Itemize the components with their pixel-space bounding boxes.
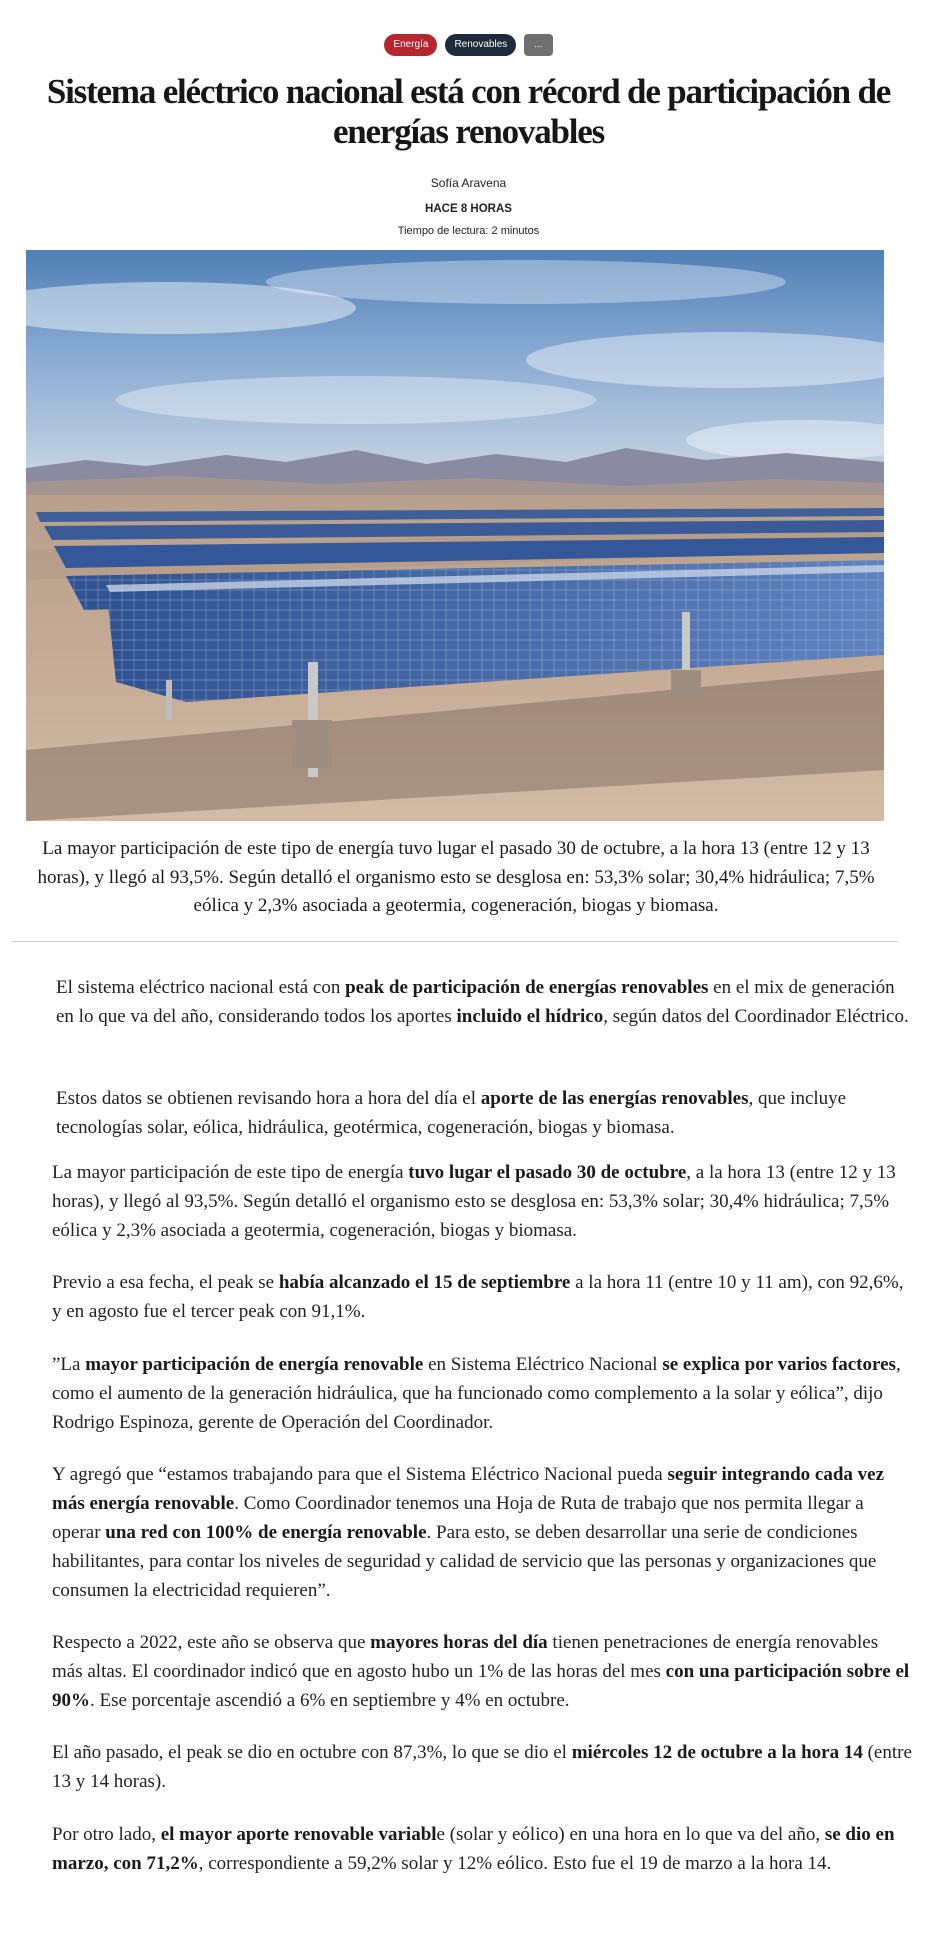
tag-energia[interactable]: Energía xyxy=(384,34,437,56)
solar-panels-desert-photo xyxy=(26,250,884,821)
reading-time: Tiempo de lectura: 2 minutos xyxy=(397,225,540,237)
category-tags xyxy=(0,34,937,56)
paragraph-3: La mayor participación de este tipo de energía tuvo lugar el pasado 30 de octubre, a la hora 13 (entre 12 y 13 horas), y llegó al 93,5%. Según detalló el organismo esto se desglosa en: 53,3% solar; 30,4% hidráulica; 7,5% eólica y 2,3% asociada a geotermia, cogeneración, biogas y biomasa. xyxy=(52,1162,896,1241)
image-caption: La mayor participación de este tipo de energía tuvo lugar el pasado 30 de octubre, a la hora 13 (entre 12 y 13 horas), y llegó al 93,5%. Según detalló el organismo esto se desglosa en: 53,3% solar; 30,4% hidráulica; 7,5% eólica y 2,3% asociada a geotermia, cogeneración, biogas y biomasa. xyxy=(37,838,875,916)
author-name[interactable]: Sofía Aravena xyxy=(430,176,507,190)
paragraph-9: Por otro lado, el mayor aporte renovable variable (solar y eólico) en una hora en lo que va del año, se dio en marzo, con 71,2%, correspondiente a 59,2% solar y 12% eólico. Esto fue el 19 de marzo a la hora 14. xyxy=(52,1824,895,1874)
paragraph-4: Previo a esa fecha, el peak se había alcanzado el 15 de septiembre a la hora 11 (entre 10 y 11 am), con 92,6%, y en agosto fue el tercer peak con 91,1%. xyxy=(52,1272,904,1322)
article-title: Sistema eléctrico nacional está con récord de participación de energías renovables xyxy=(46,72,891,151)
publish-time: HACE 8 HORAS xyxy=(425,203,512,215)
tag-renovables[interactable]: Renovables xyxy=(445,34,516,56)
paragraph-5: ”La mayor participación de energía renovable en Sistema Eléctrico Nacional se explica por varios factores, como el aumento de la generación hidráulica, que ha funcionado como complemento a la solar y eólica”, dijo Rodrigo Espinoza, gerente de Operación del Coordinador. xyxy=(52,1354,901,1433)
paragraph-2: Estos datos se obtienen revisando hora a hora del día el aporte de las energías renovables, que incluye tecnologías solar, eólica, hidráulica, geotérmica, cogeneración, biogas y biomasa. xyxy=(56,1088,847,1138)
paragraph-1: El sistema eléctrico nacional está con peak de participación de energías renovables en el mix de generación en lo que va del año, considerando todos los aportes incluido el hídrico, según datos del Coordinador Eléctrico. xyxy=(56,977,909,1027)
paragraph-8: El año pasado, el peak se dio en octubre con 87,3%, lo que se dio el miércoles 12 de octubre a la hora 14 (entre 13 y 14 horas). xyxy=(52,1742,912,1792)
paragraph-6: Y agregó que “estamos trabajando para que el Sistema Eléctrico Nacional pueda seguir integrando cada vez más energía renovable. Como Coordinador tenemos una Hoja de Ruta de trabajo que nos permita llegar a operar una red con 100% de energía renovable. Para esto, se deben desarrollar una serie de condiciones habilitantes, para contar los niveles de seguridad y calidad de servicio que las personas y organizaciones que consumen la electricidad requieren”. xyxy=(52,1464,885,1601)
paragraph-7: Respecto a 2022, este año se observa que mayores horas del día tienen penetraciones de energía renovables más altas. El coordinador indicó que en agosto hubo un 1% de las horas del mes con una participación sobre el 90%. Ese porcentaje ascendió a 6% en septiembre y 4% en octubre. xyxy=(52,1632,910,1711)
tag-more[interactable]: ... xyxy=(524,34,552,56)
section-divider xyxy=(12,941,898,942)
